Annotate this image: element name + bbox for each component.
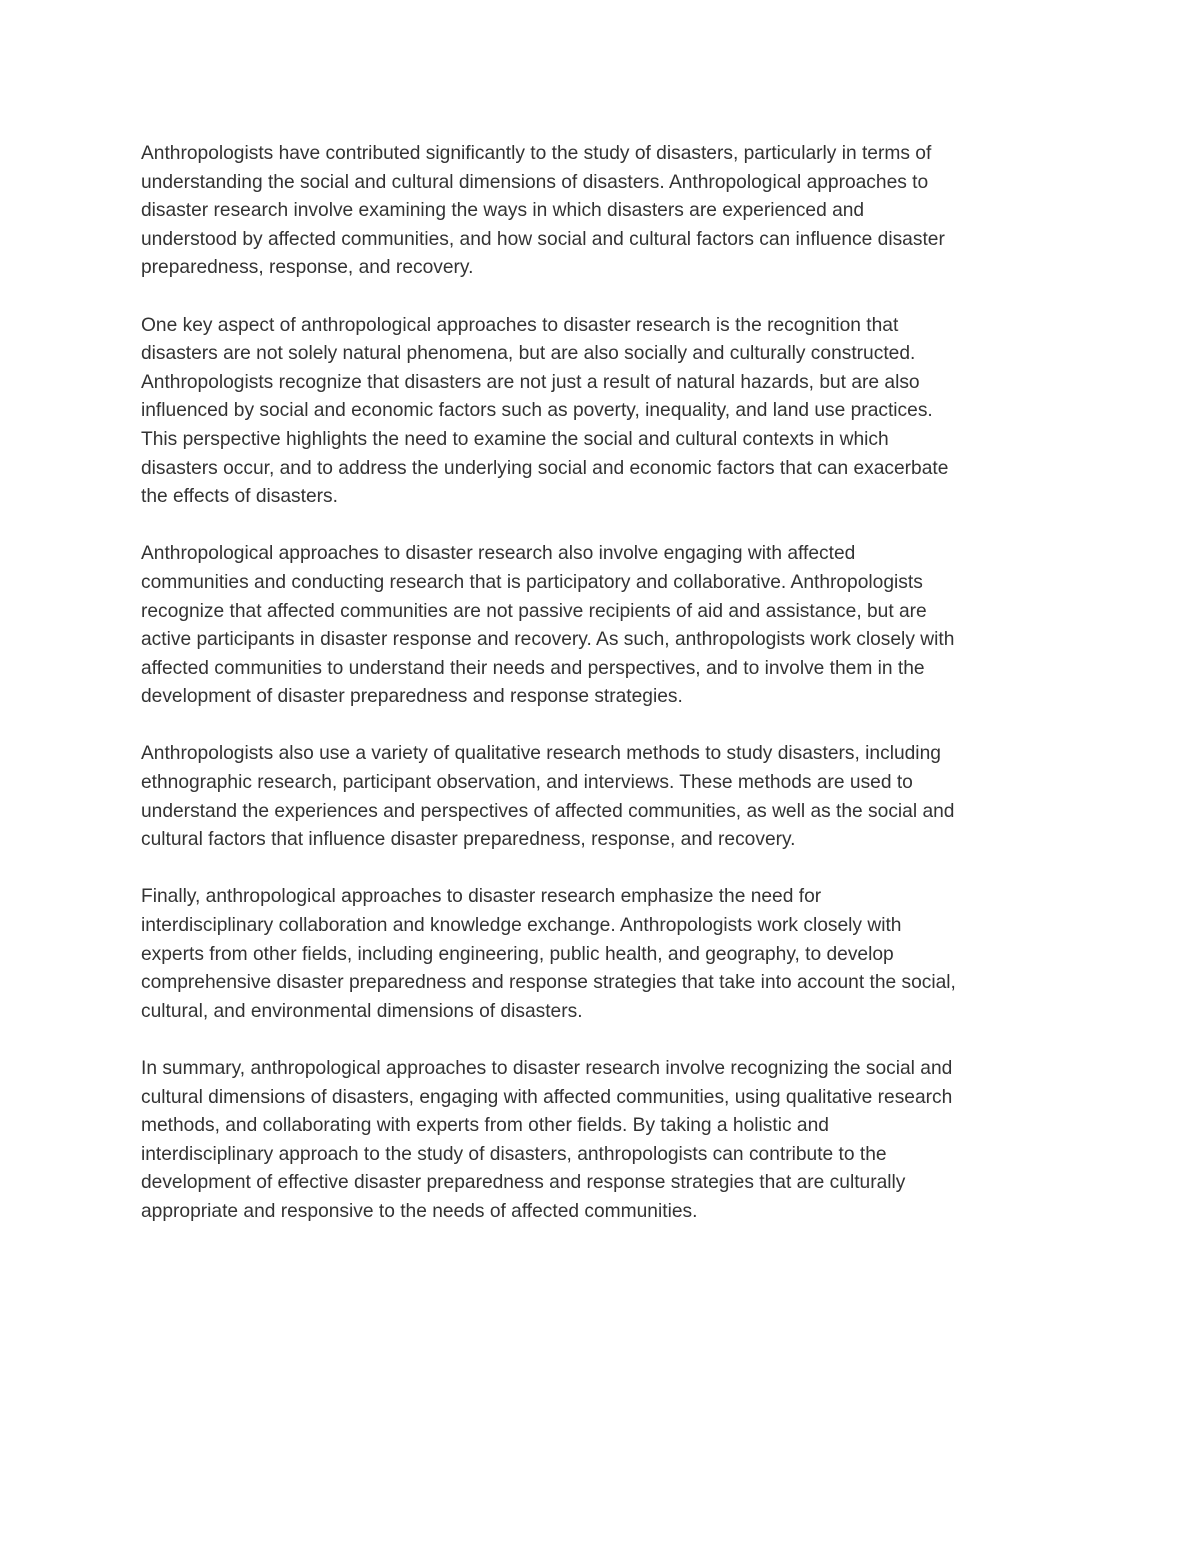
- paragraph-6: In summary, anthropological approaches to disaster research involve recognizing the social and cultural dimensions of disasters, engaging with affected communities, using qualitative research methods, and collaborating with experts from other fields. By taking a holistic and interdisciplinary approach to the study of disasters, anthropologists can contribute to the development of effective disaster preparedness and response strategies that are culturally appropriate and responsive to the needs of affected communities.: [141, 1058, 953, 1222]
- paragraph-1: Anthropologists have contributed significantly to the study of disasters, particularly in terms of understanding the social and cultural dimensions of disasters. Anthropological approaches to disaster research involve examining the ways in which disasters are experienced and understood by affected communities, and how social and cultural factors can influence disaster preparedness, response, and recovery.: [141, 143, 945, 279]
- paragraph-4: Anthropologists also use a variety of qualitative research methods to study disasters, including ethnographic research, participant observation, and interviews. These methods are used to understand the experiences and perspectives of affected communities, as well as the social and cultural factors that influence disaster preparedness, response, and recovery.: [141, 743, 955, 851]
- paragraph-5: Finally, anthropological approaches to disaster research emphasize the need for interdisciplinary collaboration and knowledge exchange. Anthropologists work closely with experts from other fields, including engineering, public health, and geography, to develop comprehensive disaster preparedness and response strategies that take into account the social, cultural, and environmental dimensions of disasters.: [141, 886, 956, 1022]
- paragraph-2: One key aspect of anthropological approaches to disaster research is the recognition that disasters are not solely natural phenomena, but are also socially and culturally constructed. Anthropologists recognize that disasters are not just a result of natural hazards, but are also influenced by social and economic factors such as poverty, inequality, and land use practices. This perspective highlights the need to examine the social and cultural contexts in which disasters occur, and to address the underlying social and economic factors that can exacerbate the effects of disasters.: [141, 314, 949, 508]
- paragraph-3: Anthropological approaches to disaster research also involve engaging with affected communities and conducting research that is participatory and collaborative. Anthropologists recognize that affected communities are not passive recipients of aid and assistance, but are active participants in disaster response and recovery. As such, anthropologists work closely with affected communities to understand their needs and perspectives, and to involve them in the development of disaster preparedness and response strategies.: [141, 543, 955, 708]
- document-body: [141, 140, 1071, 1255]
